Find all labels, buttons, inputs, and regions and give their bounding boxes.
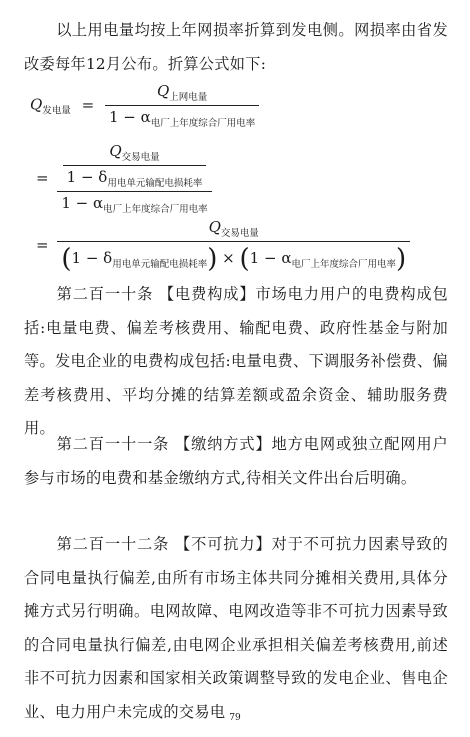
- fraction-1: $\frac{Q_{上网电量}}{1 - \alpha_{电厂上年度综合厂用电率}}$: [105, 82, 259, 129]
- formula-line-3: = $\frac{Q_{交易电量}}{(1 - \delta_{用电单元输配电损耗率}) \times (1 - \alpha_{电厂上年度综合厂用电率})}$: [36, 218, 410, 274]
- article-210: 第二百一十条 【电费构成】市场电力用户的电费构成包括:电量电费、偏差考核费用、输配电费、政府性基金与附加等。发电企业的电费构成包括:电量电费、下调服务补偿费、偏差考核费用、平均分摊的结算差额或盈余资金、辅助服务费用。: [24, 285, 448, 437]
- formula-line-1: $Q_{发电量}$ = $\frac{Q_{上网电量}}{1 - \alpha_{电厂上年度综合厂用电率}}$: [30, 82, 259, 129]
- formula-line-2: = $\frac{\frac{Q_{交易电量}}{1 - \delta_{用电单元输配电损耗率}}}{1 - \alpha_{电厂上年度综合厂用电率}}$: [36, 142, 212, 215]
- page-number: 79: [229, 713, 241, 723]
- article-211: 第二百一十一条 【缴纳方式】地方电网或独立配网用户参与市场的电费和基金缴纳方式,待相关文件出台后明确。: [24, 435, 448, 487]
- fraction-2: $\frac{\frac{Q_{交易电量}}{1 - \delta_{用电单元输配电损耗率}}}{1 - \alpha_{电厂上年度综合厂用电率}}$: [57, 142, 211, 215]
- article-212: 第二百一十二条 【不可抗力】对于不可抗力因素导致的合同电量执行偏差,由所有市场主体共同分摊相关费用,具体分摊方式另行明确。电网故障、电网改造等非不可抗力因素导致的合同电量执行偏差,由电网企业承担相关偏差考核费用,前述非不可抗力因素和国家相关政策调整导致的发电企业、售电企业、电力用户未完成的交易电: [24, 535, 448, 721]
- intro-paragraph: 以上用电量均按上年网损率折算到发电侧。网损率由省发改委每年12月公布。折算公式如下:: [24, 21, 448, 73]
- fraction-3: $\frac{Q_{交易电量}}{(1 - \delta_{用电单元输配电损耗率}) \times (1 - \alpha_{电厂上年度综合厂用电率})}$: [57, 218, 410, 274]
